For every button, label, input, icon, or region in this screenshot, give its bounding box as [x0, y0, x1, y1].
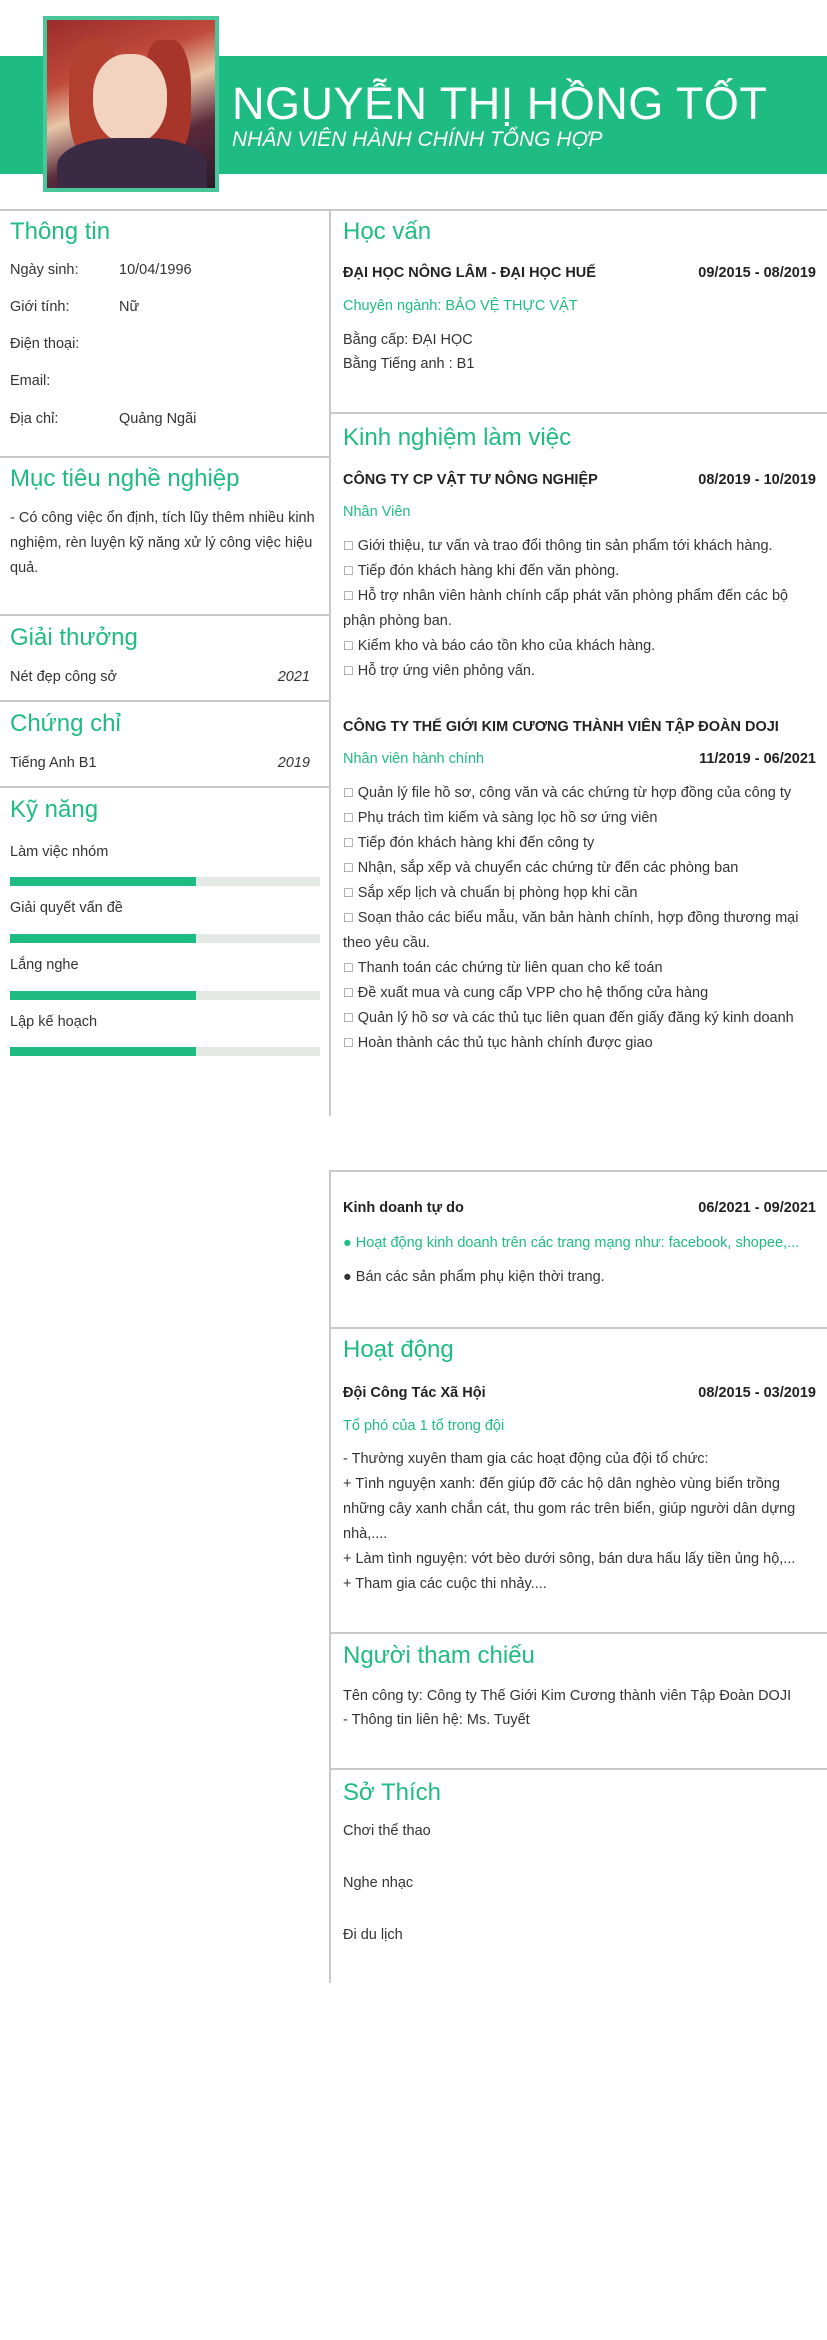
task-item: ☐ Hỗ trợ ứng viên phỏng vấn.: [343, 663, 535, 679]
certificate-name: Tiếng Anh B1: [10, 755, 97, 771]
checkbox-icon: ☐: [343, 664, 354, 678]
activities-title: Hoạt động: [343, 1336, 454, 1363]
activity-line: + Làm tình nguyện: vớt bèo dưới sông, bán dưa hấu lấy tiền ủng hộ,...: [343, 1551, 796, 1567]
checkbox-icon: ☐: [343, 836, 354, 850]
task-item: ☐ Nhận, sắp xếp và chuyển các chứng từ đến các phòng ban: [343, 860, 739, 876]
job-company: CÔNG TY THẾ GIỚI KIM CƯƠNG THÀNH VIÊN TẬP ĐOÀN DOJI: [343, 719, 779, 735]
skill-bar: [10, 877, 320, 886]
header-divider: [0, 209, 827, 211]
checkbox-icon: ☐: [343, 811, 354, 825]
checkbox-icon: ☐: [343, 861, 354, 875]
activities-divider: [330, 1327, 827, 1329]
checkbox-icon: ☐: [343, 886, 354, 900]
education-school: ĐẠI HỌC NÔNG LÂM - ĐẠI HỌC HUẾ: [343, 265, 596, 281]
activity-period: 08/2015 - 03/2019: [698, 1385, 816, 1401]
award-name: Nét đẹp công sở: [10, 669, 118, 685]
job-company: Kinh doanh tự do: [343, 1200, 464, 1216]
page2-column-divider: [329, 1170, 331, 1983]
activity-org: Đội Công Tác Xã Hội: [343, 1385, 486, 1401]
skill-name: Lập kế hoạch: [10, 1014, 98, 1030]
task-item: ☐ Sắp xếp lịch và chuẩn bị phòng họp khi cần: [343, 885, 638, 901]
avatar: [47, 20, 215, 188]
skill-bar: [10, 934, 320, 943]
checkbox-icon: ☐: [343, 1036, 354, 1050]
checkbox-icon: ☐: [343, 639, 354, 653]
job-period: 08/2019 - 10/2019: [698, 472, 816, 488]
column-divider: [329, 209, 331, 1116]
hobbies-divider: [330, 1768, 827, 1770]
job-title: NHÂN VIÊN HÀNH CHÍNH TỔNG HỢP: [232, 128, 603, 151]
task-item: ☐ Thanh toán các chứng từ liên quan cho kế toán: [343, 960, 663, 976]
objective-text: [10, 506, 325, 581]
job-company: CÔNG TY CP VẬT TƯ NÔNG NGHIỆP: [343, 472, 598, 488]
education-period: 09/2015 - 08/2019: [698, 265, 816, 281]
dob-label: Ngày sinh:: [10, 262, 79, 278]
references-title: Người tham chiếu: [343, 1642, 535, 1669]
task-item: ☐ Tiếp đón khách hàng khi đến văn phòng.: [343, 563, 620, 579]
right-divider-1: [330, 412, 827, 414]
task-item: ☐ Tiếp đón khách hàng khi đến công ty: [343, 835, 595, 851]
left-divider-1: [0, 456, 330, 458]
education-degree: Bằng cấp: ĐẠI HỌC: [343, 332, 473, 348]
skill-bar-fill: [10, 934, 196, 943]
checkbox-icon: ☐: [343, 961, 354, 975]
info-title: Thông tin: [10, 218, 111, 245]
certificate-year: 2019: [277, 755, 310, 771]
objective-line: quả.: [10, 560, 39, 576]
certificates-title: Chứng chỉ: [10, 710, 121, 737]
activity-description: [343, 1447, 821, 1597]
skill-bar: [10, 991, 320, 1000]
skill-bar-fill: [10, 991, 196, 1000]
awards-title: Giải thưởng: [10, 624, 138, 651]
skill-bar-fill: [10, 877, 196, 886]
activity-line: + Tham gia các cuộc thi nhảy....: [343, 1576, 547, 1592]
candidate-name: NGUYỄN THỊ HỒNG TỐT: [232, 78, 768, 129]
job-tasks: [343, 534, 821, 684]
profile-photo: [43, 16, 219, 192]
activity-line: - Thường xuyên tham gia các hoạt động của đội tổ chức:: [343, 1451, 709, 1467]
job-period: 11/2019 - 06/2021: [699, 751, 816, 767]
job-position: Nhân viên hành chính: [343, 751, 485, 767]
address-value: Quảng Ngãi: [119, 411, 197, 427]
email-label: Email:: [10, 373, 51, 389]
job-tasks: [343, 781, 821, 1056]
education-english: Bằng Tiếng anh : B1: [343, 356, 475, 372]
skill-bar: [10, 1047, 320, 1056]
checkbox-icon: ☐: [343, 786, 354, 800]
checkbox-icon: ☐: [343, 539, 354, 553]
activity-line: nhà,....: [343, 1526, 388, 1542]
left-divider-2: [0, 614, 330, 616]
task-item: ☐ Soạn thảo các biểu mẫu, văn bản hành chính, hợp đồng thương mại theo yêu cầu.: [343, 910, 799, 951]
experience-title: Kinh nghiệm làm việc: [343, 424, 572, 451]
gender-label: Giới tính:: [10, 299, 70, 315]
task-item: ☐ Quản lý file hồ sơ, công văn và các chứng từ hợp đồng của công ty: [343, 785, 792, 801]
references-divider: [330, 1632, 827, 1634]
checkbox-icon: ☐: [343, 564, 354, 578]
task-item: ☐ Hỗ trợ nhân viên hành chính cấp phát văn phòng phẩm đến các bộ phận phòng ban.: [343, 588, 789, 629]
task-item: ☐ Kiểm kho và báo cáo tồn kho của khách hàng.: [343, 638, 656, 654]
activity-line: những cây xanh chắn cát, thu gom rác trên biển, giúp người dân dựng: [343, 1501, 796, 1517]
objective-line: nghiệm, rèn luyện kỹ năng xử lý công việc hiệu: [10, 535, 313, 551]
left-divider-4: [0, 786, 330, 788]
skills-title: Kỹ năng: [10, 796, 99, 823]
hobby-item: Nghe nhạc: [343, 1875, 414, 1891]
skill-name: Giải quyết vấn đề: [10, 900, 123, 916]
job-period: 06/2021 - 09/2021: [698, 1200, 816, 1216]
education-title: Học vấn: [343, 218, 432, 245]
checkbox-icon: ☐: [343, 589, 354, 603]
dob-value: 10/04/1996: [119, 262, 192, 278]
checkbox-icon: ☐: [343, 986, 354, 1000]
checkbox-icon: ☐: [343, 1011, 354, 1025]
education-major: Chuyên ngành: BẢO VỆ THỰC VẬT: [343, 298, 578, 314]
objective-line: - Có công việc ổn định, tích lũy thêm nhiều kinh: [10, 510, 315, 526]
task-item: ☐ Quản lý hồ sơ và các thủ tục liên quan đến giấy đăng ký kinh doanh: [343, 1010, 794, 1026]
job-detail: ● Bán các sản phẩm phụ kiện thời trang.: [343, 1269, 605, 1285]
left-divider-3: [0, 700, 330, 702]
address-label: Địa chỉ:: [10, 411, 59, 427]
skill-bar-fill: [10, 1047, 196, 1056]
page2-top-divider: [330, 1170, 827, 1172]
gender-value: Nữ: [119, 299, 140, 315]
checkbox-icon: ☐: [343, 911, 354, 925]
objective-title: Mục tiêu nghề nghiệp: [10, 465, 240, 492]
activity-role: Tổ phó của 1 tổ trong đội: [343, 1418, 505, 1434]
phone-label: Điện thoại:: [10, 336, 80, 352]
task-item: ☐ Phụ trách tìm kiếm và sàng lọc hồ sơ ứng viên: [343, 810, 658, 826]
task-item: ☐ Đề xuất mua và cung cấp VPP cho hệ thống cửa hàng: [343, 985, 709, 1001]
reference-contact: - Thông tin liên hệ: Ms. Tuyết: [343, 1712, 530, 1728]
hobby-item: Chơi thể thao: [343, 1823, 431, 1839]
activity-line: + Tình nguyện xanh: đến giúp đỡ các hộ dân nghèo vùng biển trồng: [343, 1476, 780, 1492]
task-item: ☐ Hoàn thành các thủ tục hành chính được giao: [343, 1035, 653, 1051]
hobby-item: Đi du lịch: [343, 1927, 403, 1943]
skill-name: Lắng nghe: [10, 957, 79, 973]
job-position: Nhân Viên: [343, 504, 411, 520]
award-year: 2021: [277, 669, 310, 685]
reference-company: Tên công ty: Công ty Thế Giới Kim Cương thành viên Tập Đoàn DOJI: [343, 1688, 792, 1704]
job-highlight: ● Hoạt động kinh doanh trên các trang mạng như: facebook, shopee,...: [343, 1235, 800, 1251]
task-item: ☐ Giới thiệu, tư vấn và trao đổi thông tin sản phẩm tới khách hàng.: [343, 538, 773, 554]
skill-name: Làm việc nhóm: [10, 844, 109, 860]
hobbies-title: Sở Thích: [343, 1779, 442, 1806]
